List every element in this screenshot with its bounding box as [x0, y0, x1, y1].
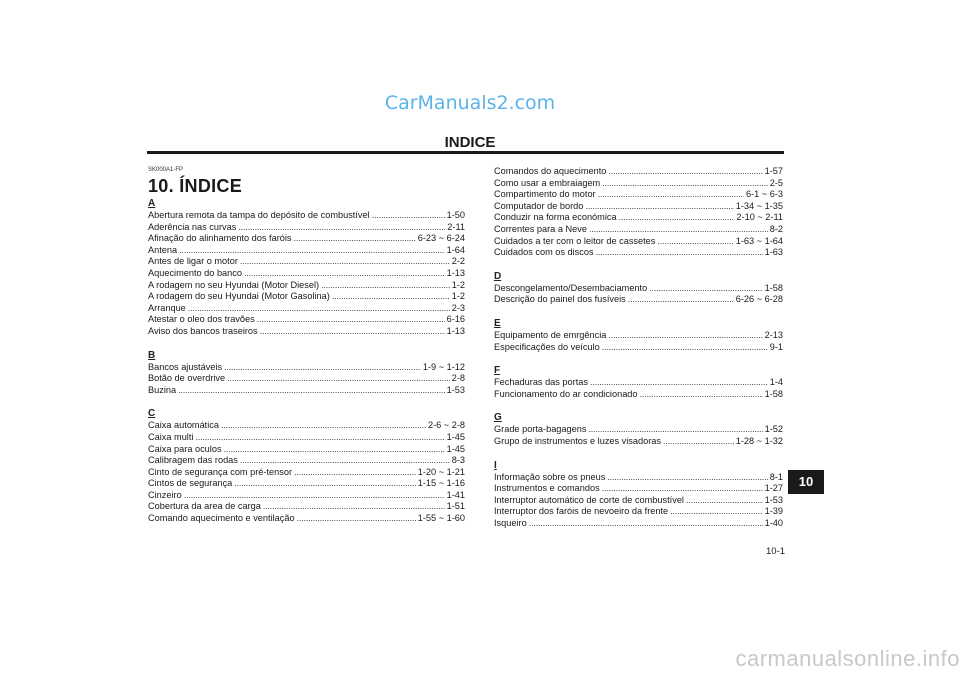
section-letter: A: [148, 198, 156, 209]
index-entry: [494, 166, 783, 178]
index-entry: [148, 268, 465, 280]
entry-page: 1-4: [769, 377, 783, 388]
entry-page: 1-9 ~ 1-12: [422, 361, 465, 372]
index-entry: [148, 490, 465, 502]
entry-label: Cuidados a ter com o leitor de cassetes: [494, 235, 656, 246]
entry-label: Cinto de segurança com pré-tensor: [148, 466, 293, 477]
entry-label: Caixa multi: [148, 431, 194, 442]
document-code: SK000A1-FP: [148, 167, 184, 173]
entry-label: Descrição do painel dos fusíveis: [494, 294, 626, 305]
index-entry: [494, 483, 783, 495]
entry-label: Descongelamento/Desembaciamento: [494, 282, 648, 293]
dot-leader: [188, 303, 450, 315]
dot-leader: [602, 178, 768, 190]
entry-label: Comandos do aquecimento: [494, 166, 607, 176]
section-letter: B: [148, 349, 156, 361]
entry-page: 1-64: [446, 244, 465, 255]
dot-leader: [372, 210, 445, 222]
entry-label: A rodagem no seu Hyundai (Motor Diesel): [148, 279, 320, 290]
index-entry: [494, 212, 783, 224]
entry-label: Fechaduras das portas: [494, 377, 588, 388]
entry-label: Bancos ajustáveis: [148, 361, 223, 372]
dot-leader: [294, 467, 416, 479]
index-entry: [148, 233, 465, 245]
entry-page: 2-6 ~ 2-8: [427, 420, 465, 431]
index-entry: [148, 222, 465, 234]
index-entry: [494, 236, 783, 248]
dot-leader: [179, 245, 444, 257]
entry-page: 6-23 ~ 6-24: [417, 233, 465, 244]
chapter-title: 10. ÍNDICE: [148, 176, 243, 196]
dot-leader: [234, 478, 415, 490]
index-column-left: [148, 166, 465, 537]
index-entry: [148, 385, 465, 397]
index-sections-right: [494, 166, 783, 529]
index-entry: [148, 420, 465, 432]
dot-leader: [585, 201, 733, 213]
index-section: [494, 271, 783, 306]
index-entry: [494, 495, 783, 507]
dot-leader: [195, 432, 444, 444]
index-entry: [148, 444, 465, 456]
entry-label: Aderência nas curvas: [148, 221, 237, 232]
dot-leader: [240, 455, 450, 467]
entry-page: 1-45: [446, 443, 465, 454]
index-entry: [148, 245, 465, 257]
entry-label: Isqueiro: [494, 517, 527, 528]
entry-page: 2-11: [447, 221, 465, 232]
index-entry: [148, 362, 465, 374]
dot-leader: [598, 189, 744, 201]
entry-label: Antes de ligar o motor: [148, 256, 238, 267]
entry-page: 1-55 ~ 1-60: [417, 513, 465, 524]
entry-page: 1-13: [446, 325, 465, 336]
index-entry: [494, 330, 783, 342]
section-letter: D: [494, 270, 502, 282]
dot-leader: [263, 501, 445, 513]
entry-page: 1-45: [446, 431, 465, 442]
entry-label: Como usar a embraiagem: [494, 177, 601, 188]
entry-label: Aquecimento do banco: [148, 267, 242, 278]
entry-page: 1-57: [764, 166, 783, 176]
dot-leader: [649, 283, 762, 295]
entry-page: 2-3: [451, 302, 465, 313]
header-title: INDICE: [444, 134, 496, 151]
index-entry: [494, 283, 783, 295]
dot-leader: [178, 385, 445, 397]
entry-label: Cuidados com os discos: [494, 247, 594, 258]
index-section: [494, 166, 783, 259]
entry-page: 9-1: [769, 341, 783, 352]
entry-label: Antena: [148, 244, 178, 255]
index-entry: [494, 389, 783, 401]
index-entry: [494, 424, 783, 436]
entry-page: 6-1 ~ 6-3: [745, 189, 783, 200]
index-entry: [494, 224, 783, 236]
entry-page: 1-50: [446, 210, 465, 220]
dot-leader: [686, 495, 763, 507]
dot-leader: [663, 436, 734, 448]
dot-leader: [332, 291, 450, 303]
entry-page: 1-52: [764, 424, 783, 435]
entry-label: Grupo de instrumentos e luzes visadoras: [494, 435, 661, 446]
index-entry: [148, 303, 465, 315]
entry-page: 1-2: [451, 291, 465, 302]
dot-leader: [227, 373, 450, 385]
dot-leader: [607, 472, 767, 484]
section-letter: G: [494, 412, 502, 424]
index-entry: [148, 478, 465, 490]
entry-label: Afinação do alinhamento dos faróis: [148, 233, 292, 244]
entry-label: Caixa automática: [148, 420, 219, 431]
dot-leader: [589, 224, 768, 236]
entry-page: 2-8: [451, 373, 465, 384]
dot-leader: [619, 212, 735, 224]
index-section: [494, 460, 783, 530]
index-entry: [494, 178, 783, 190]
index-entry: [494, 294, 783, 306]
entry-label: Arranque: [148, 302, 186, 313]
entry-label: Grade porta-bagagens: [494, 424, 587, 435]
entry-label: Compartimento do motor: [494, 189, 596, 200]
index-entry: [494, 506, 783, 518]
section-letter: I: [494, 459, 497, 471]
dot-leader: [602, 342, 768, 354]
entry-page: 1-20 ~ 1-21: [417, 466, 465, 477]
index-entry: [148, 513, 465, 525]
dot-leader: [240, 256, 450, 268]
index-section: [148, 350, 465, 397]
index-entry: [148, 256, 465, 268]
entry-page: 2-10 ~ 2-11: [736, 212, 783, 223]
entry-label: Caixa para oculos: [148, 443, 222, 454]
entry-page: 1-53: [446, 384, 465, 395]
watermark-carmanualsonline: carmanualsonline.info: [735, 646, 960, 671]
index-section: [148, 408, 465, 524]
entry-label: Buzina: [148, 384, 177, 395]
dot-leader: [602, 483, 763, 495]
entry-page: 1-39: [764, 506, 783, 517]
entry-page: 1-15 ~ 1-16: [417, 478, 465, 489]
entry-page: 1-27: [764, 483, 783, 494]
entry-label: Abertura remota da tampa do depósito de combustível: [148, 210, 370, 220]
index-entry: [494, 342, 783, 354]
dot-leader: [297, 513, 416, 525]
dot-leader: [529, 518, 763, 530]
dot-leader: [238, 222, 445, 234]
section-letter: C: [148, 408, 156, 420]
dot-leader: [596, 247, 763, 259]
index-section: [494, 365, 783, 400]
dot-leader: [590, 377, 768, 389]
entry-label: Instrumentos e comandos: [494, 483, 600, 494]
entry-label: Calibragem das rodas: [148, 455, 238, 466]
index-entry: [494, 436, 783, 448]
dot-leader: [608, 166, 762, 178]
entry-page: 1-58: [764, 282, 783, 293]
entry-page: 1-53: [764, 494, 783, 505]
dot-leader: [184, 490, 445, 502]
watermark-carmanuals2: CarManuals2.com: [384, 92, 556, 114]
entry-label: Correntes para a Neve: [494, 223, 587, 234]
section-letter: E: [494, 317, 501, 329]
section-letter: F: [494, 365, 501, 377]
index-entry: [148, 291, 465, 303]
entry-label: A rodagem do seu Hyundai (Motor Gasolina): [148, 291, 330, 302]
entry-page: 1-63 ~ 1-64: [735, 235, 783, 246]
index-entry: [494, 247, 783, 259]
entry-page: 6-16: [446, 314, 465, 325]
entry-page: 1-34 ~ 1-35: [735, 200, 783, 211]
index-entry: [148, 455, 465, 467]
dot-leader: [224, 444, 445, 456]
dot-leader: [670, 506, 762, 518]
entry-page: 1-63: [764, 247, 783, 258]
entry-label: Funcionamento do ar condicionado: [494, 388, 638, 399]
entry-label: Interruptor dos faróis de nevoeiro da frente: [494, 506, 669, 517]
index-section: [148, 198, 465, 338]
entry-label: Computador de bordo: [494, 200, 584, 211]
dot-leader: [294, 233, 416, 245]
entry-label: Atestar o oleo dos travões: [148, 314, 255, 325]
entry-label: Aviso dos bancos traseiros: [148, 325, 258, 336]
index-sections-left: [148, 198, 465, 525]
entry-label: Especificações do veículo: [494, 341, 600, 352]
index-entry: [494, 377, 783, 389]
entry-label: Cintos de segurança: [148, 478, 233, 489]
index-entry: [494, 201, 783, 213]
dot-leader: [244, 268, 445, 280]
index-section: [494, 412, 783, 447]
entry-page: 1-13: [446, 267, 465, 278]
entry-label: Conduzir na forma económica: [494, 212, 617, 223]
entry-page: 1-28 ~ 1-32: [735, 435, 783, 446]
entry-page: 8-1: [769, 471, 783, 482]
dot-leader: [608, 330, 762, 342]
index-column-right: [494, 166, 783, 541]
dot-leader: [224, 362, 421, 374]
index-entry: [148, 467, 465, 479]
page-number: 10-1: [766, 546, 786, 557]
entry-label: Cinzeiro: [148, 489, 182, 500]
index-entry: [148, 280, 465, 292]
dot-leader: [588, 424, 762, 436]
entry-label: Informação sobre os pneus: [494, 471, 606, 482]
dot-leader: [221, 420, 426, 432]
entry-label: Botão de overdrive: [148, 373, 226, 384]
entry-page: 1-51: [446, 501, 465, 512]
index-entry: [494, 472, 783, 484]
entry-page: 8-3: [451, 455, 465, 466]
entry-label: Interruptor automático de corte de combustível: [494, 494, 684, 505]
entry-page: 1-41: [446, 489, 465, 500]
entry-page: 2-5: [769, 177, 783, 188]
index-entry: [148, 326, 465, 338]
chapter-tab: 10: [788, 470, 824, 494]
entry-page: 8-2: [769, 223, 783, 234]
dot-leader: [257, 314, 445, 326]
entry-page: 1-2: [451, 279, 465, 290]
index-entry: [148, 314, 465, 326]
index-entry: [148, 210, 465, 222]
index-entry: [148, 501, 465, 513]
entry-page: 6-26 ~ 6-28: [735, 294, 783, 305]
dot-leader: [657, 236, 733, 248]
entry-page: 1-40: [764, 517, 783, 528]
entry-page: 1-58: [764, 388, 783, 399]
index-entry: [494, 189, 783, 201]
dot-leader: [260, 326, 445, 338]
entry-label: Comando aquecimento e ventilação: [148, 513, 295, 524]
entry-page: 2-13: [764, 329, 783, 340]
entry-page: 2-2: [451, 256, 465, 267]
index-entry: [148, 432, 465, 444]
dot-leader: [628, 294, 734, 306]
index-section: [494, 318, 783, 353]
header-rule: [147, 151, 784, 154]
index-entry: [494, 518, 783, 530]
dot-leader: [640, 389, 763, 401]
dot-leader: [321, 280, 450, 292]
entry-label: Equipamento de emrgência: [494, 329, 607, 340]
entry-label: Cobertura da area de carga: [148, 501, 261, 512]
index-entry: [148, 373, 465, 385]
